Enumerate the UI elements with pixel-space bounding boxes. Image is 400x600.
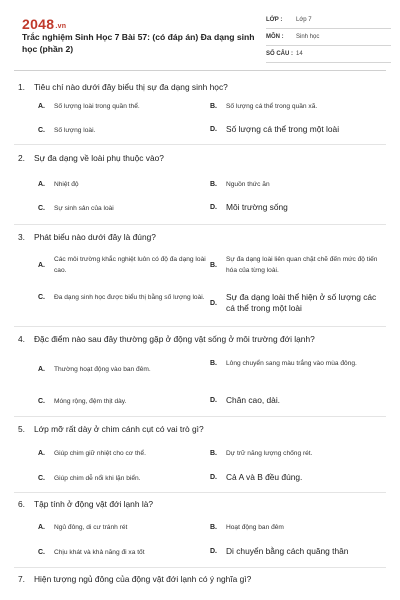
question-text: Phát biểu nào dưới đây là đúng? xyxy=(34,232,156,242)
question-divider xyxy=(14,144,386,145)
option-c[interactable]: C. Số lượng loài. xyxy=(38,127,96,134)
question-divider xyxy=(14,492,386,493)
question-5 xyxy=(18,424,386,435)
option-d[interactable]: D. Di chuyển bằng cách quăng thân xyxy=(210,546,349,556)
question-number: 2. xyxy=(18,153,25,163)
question-number: 3. xyxy=(18,232,25,242)
question-6 xyxy=(18,499,386,510)
question-number: 6. xyxy=(18,499,25,509)
question-1 xyxy=(18,82,386,93)
meta-key: SỐ CÂU : xyxy=(266,51,293,57)
question-3 xyxy=(18,232,386,243)
option-a[interactable]: A. Nhiệt độ xyxy=(38,181,79,188)
option-d[interactable]: D. Chân cao, dài. xyxy=(210,395,281,405)
question-2 xyxy=(18,153,386,164)
question-text: Tập tính ở động vật đới lạnh là? xyxy=(34,499,154,509)
meta-key: LỚP : xyxy=(266,17,283,23)
meta-key: MÔN : xyxy=(266,34,284,40)
question-text: Tiêu chí nào dưới đây biểu thị sự đa dạng sinh học? xyxy=(34,82,228,92)
meta-value: Lớp 7 xyxy=(296,17,312,23)
header-divider xyxy=(14,70,386,71)
option-b[interactable]: B. Nguồn thức ăn xyxy=(210,181,270,188)
option-b[interactable]: B. Hoạt động ban đêm xyxy=(210,524,284,531)
question-4 xyxy=(18,334,386,345)
question-number: 5. xyxy=(18,424,25,434)
question-divider xyxy=(14,326,386,327)
option-b[interactable]: B. Dự trữ năng lượng chống rét. xyxy=(210,450,313,457)
question-7 xyxy=(18,574,386,585)
option-a[interactable]: A. Số lượng loài trong quần thể. xyxy=(38,103,140,110)
question-text: Hiện tượng ngủ đông của động vật đới lạnh có ý nghĩa gì? xyxy=(34,574,252,584)
document-title: Trắc nghiệm Sinh Học 7 Bài 57: (có đáp án) Đa dạng sinh học (phần 2) xyxy=(22,32,255,54)
header xyxy=(14,12,386,62)
option-d[interactable]: D. Môi trường sống xyxy=(210,202,288,212)
option-a[interactable]: A. Ngủ đông, di cư tránh rét xyxy=(38,524,128,531)
meta-row-count xyxy=(266,46,391,63)
option-b[interactable]: B. Lông chuyển sang màu trắng vào mùa đông. xyxy=(210,360,357,367)
option-c[interactable]: C. Giúp chim dễ nổi khi lặn biển. xyxy=(38,475,141,482)
option-a[interactable]: A. Giúp chim giữ nhiệt cho cơ thể. xyxy=(38,450,146,457)
meta-value: Sinh học xyxy=(296,34,320,40)
site-logo[interactable]: 2048.vn xyxy=(22,16,67,32)
question-divider xyxy=(14,416,386,417)
meta-value: 14 xyxy=(296,51,303,57)
option-a[interactable]: A. Các môi trường khắc nghiệt luôn có độ đa dạng loài cao. xyxy=(38,256,206,274)
meta-row-class xyxy=(266,12,391,29)
meta-table xyxy=(266,12,391,63)
question-number: 4. xyxy=(18,334,25,344)
option-c[interactable]: C. Đa dạng sinh học được biểu thị bằng số lượng loài. xyxy=(38,294,205,301)
question-number: 7. xyxy=(18,574,25,584)
meta-row-subject xyxy=(266,29,391,46)
question-text: Lớp mỡ rất dày ở chim cánh cụt có vai trò gì? xyxy=(34,424,204,434)
option-c[interactable]: C. Sự sinh sản của loài xyxy=(38,205,114,212)
option-b[interactable]: B. Số lượng cá thể trong quần xã. xyxy=(210,103,318,110)
option-c[interactable]: C. Chịu khát và khả năng đi xa tốt xyxy=(38,549,145,556)
option-a[interactable]: A. Thường hoạt động vào ban đêm. xyxy=(38,366,151,373)
option-d[interactable]: D. Sự đa dạng loài thể hiện ở số lượng các cá thể trong một loài xyxy=(210,292,377,313)
question-text: Sự đa dạng về loài phụ thuộc vào? xyxy=(34,153,164,163)
question-divider xyxy=(14,224,386,225)
question-text: Đặc điểm nào sau đây thường gặp ở động vật sống ở môi trường đới lạnh? xyxy=(34,334,315,344)
option-c[interactable]: C. Móng rộng, đệm thịt dày. xyxy=(38,398,127,405)
question-number: 1. xyxy=(18,82,25,92)
option-d[interactable]: D. Số lượng cá thể trong một loài xyxy=(210,124,340,134)
option-b[interactable]: B. Sự đa dạng loài liên quan chặt chẽ đến mức độ tiến hóa của từng loài. xyxy=(210,256,378,274)
question-divider xyxy=(14,567,386,568)
option-d[interactable]: D. Cả A và B đều đúng. xyxy=(210,472,303,482)
